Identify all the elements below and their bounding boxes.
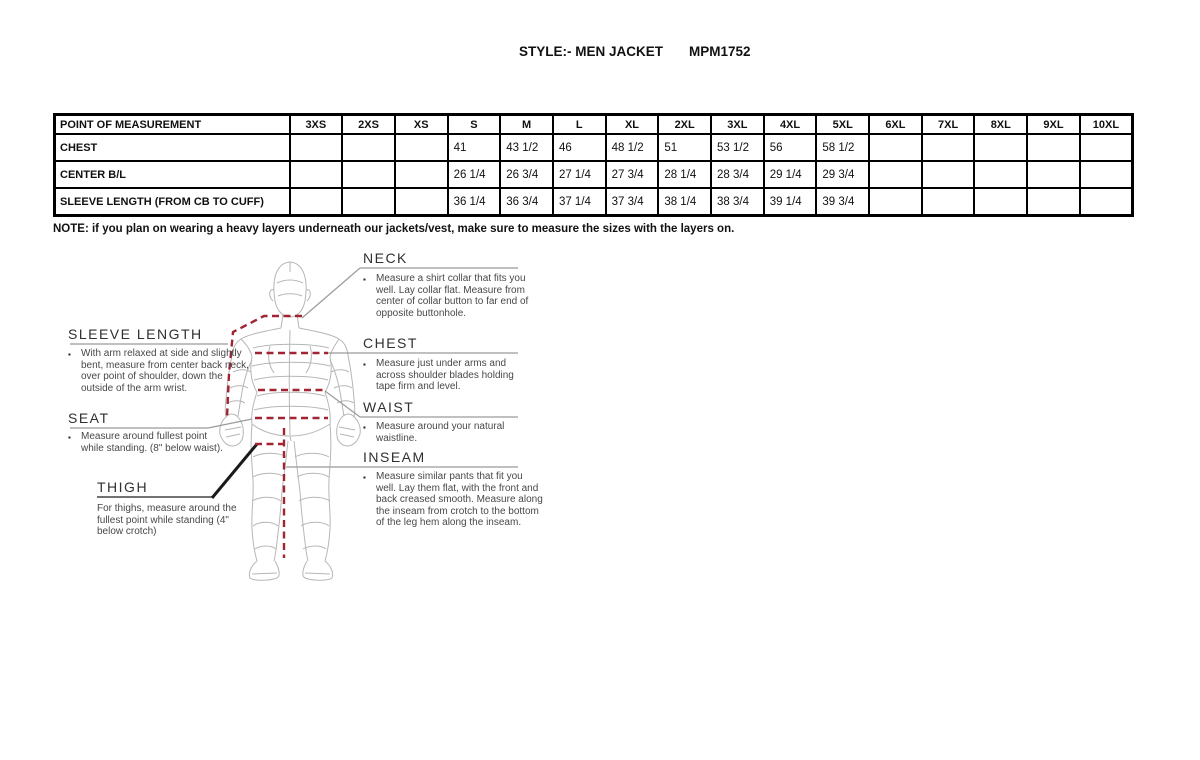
col-header-size-9xl: 9XL bbox=[1027, 115, 1080, 135]
size-value-cell: 56 bbox=[764, 134, 817, 161]
table-row bbox=[55, 188, 1133, 216]
guide-text: Measure a shirt collar that fits you well. Lay collar flat. Measure from center of collar button to far end of opposite buttonhole. bbox=[376, 273, 529, 319]
guide-text-chest bbox=[363, 358, 536, 393]
size-value-cell: 46 bbox=[553, 134, 606, 161]
guide-heading-waist: WAIST bbox=[363, 399, 415, 415]
size-value-cell bbox=[1027, 188, 1080, 216]
size-value-cell: 36 3/4 bbox=[500, 188, 553, 216]
size-value-cell bbox=[922, 188, 975, 216]
guide-text-inseam bbox=[363, 471, 544, 529]
style-label: STYLE:- MEN JACKET bbox=[519, 44, 664, 59]
size-value-cell bbox=[922, 134, 975, 161]
size-value-cell: 37 3/4 bbox=[606, 188, 659, 216]
guide-heading-sleeve-length: SLEEVE LENGTH bbox=[68, 326, 203, 342]
table-row bbox=[55, 134, 1133, 161]
guide-heading-thigh: THIGH bbox=[97, 479, 149, 495]
guide-text: Measure just under arms and across shoulder blades holding tape firm and level. bbox=[376, 358, 514, 392]
size-value-cell bbox=[974, 134, 1027, 161]
guide-text: Measure similar pants that fit you well. Lay them flat, with the front and back creased smooth. Measure along the inseam from crotch to the bottom of the leg hem along the inseam. bbox=[376, 471, 543, 528]
table-row bbox=[55, 161, 1133, 188]
size-value-cell bbox=[869, 134, 922, 161]
col-header-size-3xs: 3XS bbox=[290, 115, 343, 135]
guide-text-waist bbox=[363, 421, 536, 444]
size-value-cell: 39 3/4 bbox=[816, 188, 869, 216]
guide-heading-chest: CHEST bbox=[363, 335, 418, 351]
page-title bbox=[519, 44, 751, 59]
size-value-cell bbox=[395, 161, 448, 188]
bullet-square-icon: ▪ bbox=[363, 360, 366, 369]
col-header-size-2xs: 2XS bbox=[342, 115, 395, 135]
col-header-size-8xl: 8XL bbox=[974, 115, 1027, 135]
size-value-cell: 38 3/4 bbox=[711, 188, 764, 216]
guide-text-thigh bbox=[97, 503, 247, 538]
bullet-square-icon: ▪ bbox=[363, 473, 366, 482]
size-value-cell bbox=[1080, 134, 1133, 161]
col-header-size-xl: XL bbox=[606, 115, 659, 135]
size-value-cell: 27 3/4 bbox=[606, 161, 659, 188]
col-header-size-xs: XS bbox=[395, 115, 448, 135]
size-value-cell: 38 1/4 bbox=[658, 188, 711, 216]
size-value-cell bbox=[869, 161, 922, 188]
size-value-cell bbox=[395, 188, 448, 216]
col-header-size-5xl: 5XL bbox=[816, 115, 869, 135]
guide-text-sleeve-length bbox=[68, 348, 249, 394]
size-value-cell: 43 1/2 bbox=[500, 134, 553, 161]
bullet-square-icon: ▪ bbox=[68, 433, 71, 442]
size-value-cell bbox=[342, 188, 395, 216]
guide-heading-neck: NECK bbox=[363, 250, 408, 266]
guide-text-seat bbox=[68, 431, 231, 454]
col-header-size-4xl: 4XL bbox=[764, 115, 817, 135]
size-value-cell: 53 1/2 bbox=[711, 134, 764, 161]
size-value-cell bbox=[290, 161, 343, 188]
size-value-cell: 26 1/4 bbox=[448, 161, 501, 188]
size-value-cell bbox=[1027, 161, 1080, 188]
size-value-cell: 27 1/4 bbox=[553, 161, 606, 188]
bullet-square-icon: ▪ bbox=[68, 350, 71, 359]
size-value-cell: 28 3/4 bbox=[711, 161, 764, 188]
col-header-size-2xl: 2XL bbox=[658, 115, 711, 135]
note-text: NOTE: if you plan on wearing a heavy layers underneath our jackets/vest, make sure to measure the sizes with the layers on. bbox=[53, 223, 735, 235]
size-value-cell: 58 1/2 bbox=[816, 134, 869, 161]
size-value-cell bbox=[1027, 134, 1080, 161]
guide-text: For thighs, measure around the fullest point while standing (4" below crotch) bbox=[97, 503, 237, 537]
size-value-cell bbox=[922, 161, 975, 188]
col-header-size-s: S bbox=[448, 115, 501, 135]
size-value-cell: 51 bbox=[658, 134, 711, 161]
col-header-size-m: M bbox=[500, 115, 553, 135]
bullet-square-icon: ▪ bbox=[363, 275, 366, 284]
row-label: CENTER B/L bbox=[55, 161, 290, 188]
style-code: MPM1752 bbox=[689, 44, 751, 59]
size-value-cell bbox=[869, 188, 922, 216]
guide-text-neck bbox=[363, 273, 536, 319]
guide-text: Measure around your natural waistline. bbox=[376, 421, 505, 444]
size-value-cell: 41 bbox=[448, 134, 501, 161]
col-header-size-6xl: 6XL bbox=[869, 115, 922, 135]
size-value-cell bbox=[290, 134, 343, 161]
size-value-cell bbox=[1080, 161, 1133, 188]
col-header-point-of-measurement: POINT OF MEASUREMENT bbox=[55, 115, 290, 135]
bullet-square-icon: ▪ bbox=[363, 423, 366, 432]
size-value-cell: 29 1/4 bbox=[764, 161, 817, 188]
size-value-cell bbox=[1080, 188, 1133, 216]
size-value-cell: 28 1/4 bbox=[658, 161, 711, 188]
size-value-cell: 29 3/4 bbox=[816, 161, 869, 188]
guide-heading-seat: SEAT bbox=[68, 410, 110, 426]
col-header-size-7xl: 7XL bbox=[922, 115, 975, 135]
size-value-cell bbox=[342, 134, 395, 161]
col-header-size-10xl: 10XL bbox=[1080, 115, 1133, 135]
seat-pointer-line bbox=[208, 419, 252, 428]
col-header-size-l: L bbox=[553, 115, 606, 135]
size-value-cell bbox=[395, 134, 448, 161]
size-value-cell bbox=[974, 161, 1027, 188]
size-value-cell bbox=[974, 188, 1027, 216]
guide-text: With arm relaxed at side and slightly bent, measure from center back neck, over point of shoulder, down the outside of the arm wrist. bbox=[81, 348, 249, 394]
size-value-cell bbox=[342, 161, 395, 188]
size-value-cell: 39 1/4 bbox=[764, 188, 817, 216]
header-row bbox=[55, 115, 1133, 135]
size-value-cell: 48 1/2 bbox=[606, 134, 659, 161]
size-value-cell bbox=[290, 188, 343, 216]
col-header-size-3xl: 3XL bbox=[711, 115, 764, 135]
row-label: CHEST bbox=[55, 134, 290, 161]
size-value-cell: 26 3/4 bbox=[500, 161, 553, 188]
size-chart-table bbox=[53, 113, 1134, 217]
size-value-cell: 36 1/4 bbox=[448, 188, 501, 216]
guide-heading-inseam: INSEAM bbox=[363, 449, 426, 465]
guide-text: Measure around fullest point while standing. (8" below waist). bbox=[81, 431, 223, 454]
size-value-cell: 37 1/4 bbox=[553, 188, 606, 216]
row-label: SLEEVE LENGTH (FROM CB TO CUFF) bbox=[55, 188, 290, 216]
